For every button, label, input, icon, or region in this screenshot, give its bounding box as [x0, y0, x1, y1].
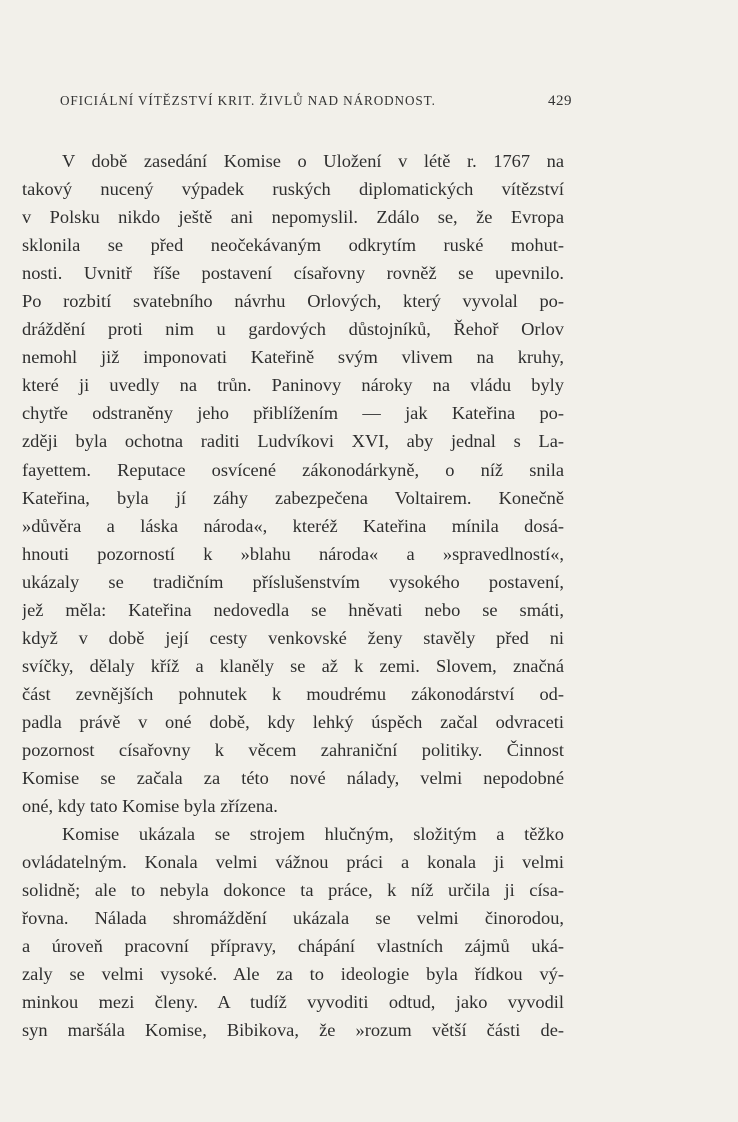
text-line: fayettem. Reputace osvícené zákonodárkyně, o níž snila — [22, 459, 564, 480]
text-line: jež měla: Kateřina nedovedla se hněvati nebo se smáti, — [22, 599, 564, 620]
text-line: nosti. Uvnitř říše postavení císařovny rovněž se upevnilo. — [22, 263, 564, 284]
page-number: 429 — [548, 93, 572, 109]
text-line: sklonila se před neočekávaným odkrytím ruské mohut- — [22, 235, 564, 256]
text-line: ovládatelným. Konala velmi vážnou práci a konala ji velmi — [22, 852, 564, 873]
text-line: minkou mezi členy. A tudíž vyvoditi odtud, jako vyvodil — [22, 992, 564, 1013]
text-line: takový nucený výpadek ruských diplomatických vítězství — [22, 179, 564, 200]
text-line: v Polsku nikdo ještě ani nepomyslil. Zdálo se, že Evropa — [22, 207, 564, 228]
text-line: zději byla ochotna raditi Ludvíkovi XVI, aby jednal s La- — [22, 431, 564, 452]
paragraph-2 — [22, 820, 564, 1044]
running-header — [60, 93, 572, 117]
text-line: solidně; ale to nebyla dokonce ta práce, k níž určila ji císa- — [22, 880, 564, 901]
paragraph-1 — [22, 147, 564, 820]
text-line: V době zasedání Komise o Uložení v létě r. 1767 na — [62, 151, 564, 171]
running-title: OFICIÁLNÍ VÍTĚZSTVÍ KRIT. ŽIVLŮ NAD NÁRODNOST. — [60, 93, 436, 108]
text-line: oné, kdy tato Komise byla zřízena. — [22, 796, 278, 817]
text-line: dráždění proti nim u gardových důstojníků, Řehoř Orlov — [22, 319, 564, 340]
text-line: Kateřina, byla jí záhy zabezpečena Voltairem. Konečně — [22, 487, 564, 508]
text-line: které ji uvedly na trůn. Paninovy nároky na vládu byly — [22, 375, 564, 396]
text-line: padla právě v oné době, kdy lehký úspěch začal odvraceti — [22, 711, 564, 732]
text-line: řovna. Nálada shromáždění ukázala se velmi činorodou, — [22, 908, 564, 929]
text-line: pozornost císařovny k věcem zahraniční politiky. Činnost — [22, 739, 564, 760]
text-line: když v době její cesty venkovské ženy stavěly před ni — [22, 627, 564, 648]
text-line: »důvěra a láska národa«, kteréž Kateřina mínila dosá- — [22, 515, 564, 536]
body-text — [22, 147, 564, 1045]
text-line: zaly se velmi vysoké. Ale za to ideologie byla řídkou vý- — [22, 964, 564, 985]
text-line: část zevnějších pohnutek k moudrému zákonodárství od- — [22, 683, 564, 704]
text-line: Po rozbití svatebního návrhu Orlových, který vyvolal po- — [22, 291, 564, 312]
text-line: syn maršála Komise, Bibikova, že »rozum větší části de- — [22, 1020, 564, 1041]
text-line: ukázaly se tradičním příslušenstvím vysokého postavení, — [22, 571, 564, 592]
text-line: a úroveň pracovní přípravy, chápání vlastních zájmů uká- — [22, 936, 564, 957]
text-line: Komise ukázala se strojem hlučným, složitým a těžko — [62, 824, 564, 845]
text-line: svíčky, dělaly kříž a klaněly se až k zemi. Slovem, značná — [22, 655, 564, 676]
text-line: Komise se začala za této nové nálady, velmi nepodobné — [22, 768, 564, 789]
text-line: hnouti pozorností k »blahu národa« a »spravedlností«, — [22, 543, 564, 564]
text-line: nemohl již imponovati Kateřině svým vlivem na kruhy, — [22, 347, 564, 368]
text-line: chytře odstraněny jeho přiblížením — jak Kateřina po- — [22, 403, 564, 424]
